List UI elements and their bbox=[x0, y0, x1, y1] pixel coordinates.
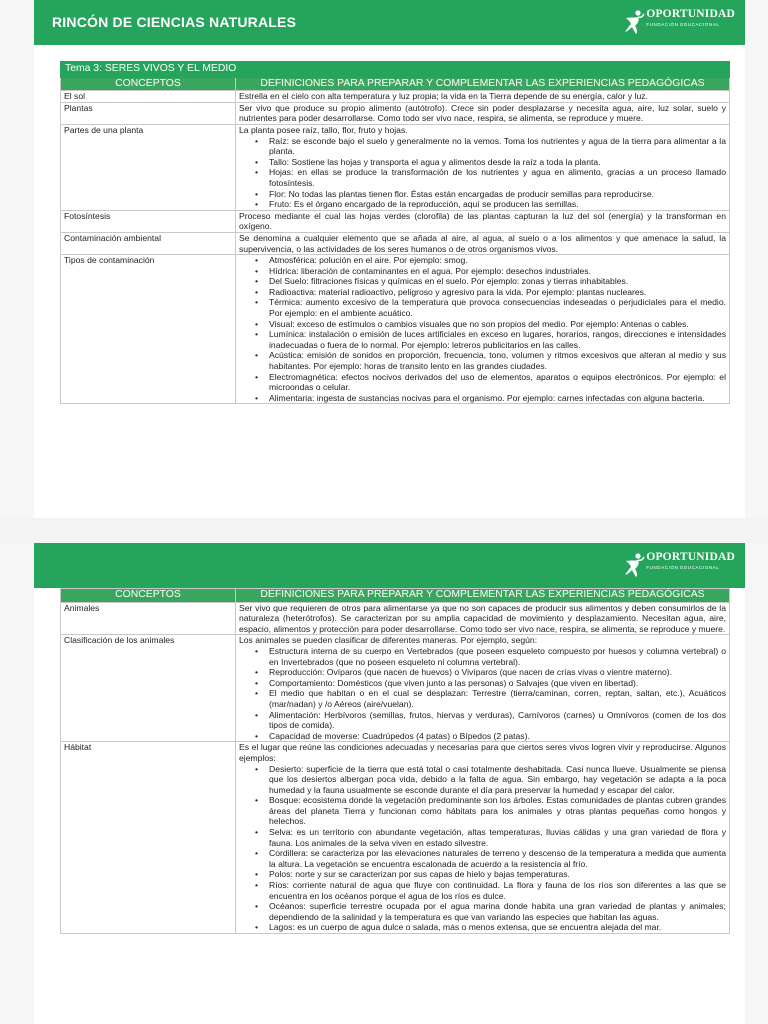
list-item: • El medio que habitan o en el cual se desplazan: Terrestre (tierra/caminan, corren, reptan, saltan, etc.), Acuáticos (mar/nadan) y /o Aéreos (aire/vuelan). bbox=[239, 688, 726, 709]
list-item: • Cordillera: se caracteriza por las elevaciones naturales de terreno y descenso de la temperatura a medida que aumenta la altura. La vegetación se encuentra escalonada de acuerdo a la resistencia al frío. bbox=[239, 848, 726, 869]
definition-cell bbox=[236, 232, 730, 254]
list-item: • Hídrica: liberación de contaminantes en el agua. Por ejemplo: desechos industriales. bbox=[239, 266, 726, 277]
list-item: • Alimentaria: ingesta de sustancias nocivas para el organismo. Por ejemplo: carnes infectadas con alguna bacteria. bbox=[239, 393, 726, 404]
definition-text: Estrella en el cielo con alta temperatura y luz propia; la vida en la Tierra depende de su energía, calor y luz. bbox=[239, 91, 648, 102]
definition-list bbox=[239, 764, 726, 934]
list-item: • Atmosférica: polución en el aire. Por ejemplo: smog. bbox=[239, 255, 726, 266]
brand-logo bbox=[623, 552, 735, 578]
list-item: • Alimentación: Herbívoros (semillas, frutos, hiervas y verduras), Carnívoros (carnes) u Omnívoros (comen de los dos tipos de comida). bbox=[239, 710, 726, 731]
list-item: • Acústica: emisión de sonidos en proporción, frecuencia, tono, volumen y ritmos excesivos que alteran al medio y sus habitantes. Por ejemplo: horas de transito lento en las grandes ciudades. bbox=[239, 350, 726, 371]
definition-text: Ser vivo que requieren de otros para alimentarse ya que no son capaces de producir sus alimentos y deben consumirlos de la naturaleza (heterótrofos). Se caracterizan por su amplia capacidad de movimiento y desplazamiento. Necesitan agua, aire, espacio, alimentos y protección para poder desarrollarse. Como todo ser vivo nace, respira, se alimenta, se reproduce y muere. bbox=[239, 602, 726, 634]
column-header-definitions: DEFINICIONES PARA PREPARAR Y COMPLEMENTAR LAS EXPERIENCIAS PEDAGÓGICAS bbox=[236, 77, 730, 91]
concept-cell: Contaminación ambiental bbox=[61, 232, 236, 254]
list-item: • Comportamiento: Domésticos (que viven junto a las personas) o Salvajes (que viven en libertad). bbox=[239, 678, 726, 689]
list-item: • Radioactiva: material radioactivo, peligroso y agresivo para la vida. Por ejemplo: plantas nucleares. bbox=[239, 287, 726, 298]
definition-cell bbox=[236, 742, 730, 934]
concept-cell: Tipos de contaminación bbox=[61, 255, 236, 404]
document-page-2 bbox=[34, 543, 745, 1024]
concepts-table-wrapper bbox=[60, 588, 730, 934]
concepts-table bbox=[60, 61, 730, 404]
definition-text: La planta posee raíz, tallo, flor, fruto y hojas. bbox=[239, 124, 408, 135]
concept-cell: Clasificación de los animales bbox=[61, 635, 236, 742]
list-item: • Lagos: es un cuerpo de agua dulce o salada, más o menos extensa, que se encuentra alejada del mar. bbox=[239, 922, 726, 933]
definition-text: Los animales se pueden clasificar de diferentes maneras. Por ejemplo, según: bbox=[239, 635, 538, 646]
list-item: • Hojas: en ellas se produce la transformación de los nutrientes y agua en alimento, gracias a un proceso llamado fotosíntesis. bbox=[239, 167, 726, 188]
table-header-row bbox=[61, 77, 730, 91]
table-row bbox=[61, 255, 730, 404]
page-margin-left bbox=[0, 0, 34, 1024]
column-header-concepts: CONCEPTOS bbox=[61, 77, 236, 91]
list-item: • Electromagnética: efectos nocivos derivados del uso de elementos, aparatos o equipos electrónicos. Por ejemplo: el microondas o celular. bbox=[239, 372, 726, 393]
concept-cell: Fotosíntesis bbox=[61, 210, 236, 232]
list-item: • Océanos: superficie terrestre ocupada por el agua marina donde habita una gran variedad de plantas y animales; dependiendo de la salinidad y la temperatura es que van variando las especies que habitan las aguas. bbox=[239, 901, 726, 922]
logo-subtitle: FUNDACIÓN EDUCACIONAL bbox=[646, 564, 720, 570]
list-item: • Raíz: se esconde bajo el suelo y generalmente no la vemos. Toma los nutrientes y agua de la tierra para alimentar a la planta. bbox=[239, 136, 726, 157]
definition-text: Proceso mediante el cual las hojas verdes (clorofila) de las plantas capturan la luz del sol (energía) y la transforman en oxígeno. bbox=[239, 210, 726, 232]
definition-cell bbox=[236, 255, 730, 404]
definition-text: Es el lugar que reúne las condiciones adecuadas y necesarias para que ciertos seres vivos logren vivir y reproducirse. Algunos ejemplos: bbox=[239, 742, 726, 763]
page-margin-right bbox=[745, 0, 768, 1024]
list-item: • Fruto: Es el órgano encargado de la reproducción, aquí se producen las semillas. bbox=[239, 199, 726, 210]
list-item: • Estructura interna de su cuerpo en Vertebrados (que poseen esqueleto compuesto por huesos y columna vertebral) o en Invertebrados (que no poseen esqueleto ni columna vertebral). bbox=[239, 646, 726, 667]
column-header-definitions: DEFINICIONES PARA PREPARAR Y COMPLEMENTAR LAS EXPERIENCIAS PEDAGÓGICAS bbox=[236, 589, 730, 603]
column-header-concepts: CONCEPTOS bbox=[61, 589, 236, 603]
concepts-table bbox=[60, 588, 730, 934]
definition-cell bbox=[236, 124, 730, 210]
page-separator bbox=[0, 518, 768, 543]
table-row bbox=[61, 91, 730, 103]
definition-list bbox=[239, 136, 726, 210]
concept-cell: Hábitat bbox=[61, 742, 236, 934]
concept-cell: Plantas bbox=[61, 102, 236, 124]
logo-name: OPORTUNIDAD bbox=[646, 551, 735, 563]
theme-title: Tema 3: SERES VIVOS Y EL MEDIO bbox=[61, 62, 730, 78]
document-page-1 bbox=[34, 0, 745, 518]
table-row bbox=[61, 232, 730, 254]
table-row bbox=[61, 210, 730, 232]
definition-list bbox=[239, 646, 726, 741]
concept-cell: Partes de una planta bbox=[61, 124, 236, 210]
leaping-figure-icon bbox=[623, 9, 645, 35]
definition-cell bbox=[236, 635, 730, 742]
list-item: • Desierto: superficie de la tierra que está total o casi totalmente deshabitada. Casi nunca llueve. Usualmente se piensa que los desiertos albergan poca vida, debido a la falta de agua. Sin embargo, hay vegetación se adapta a la poca humedad y la fauna usualmente se esconde durante el día para preservar la humedad y escapar del calor. bbox=[239, 764, 726, 796]
list-item: • Lumínica: instalación o emisión de luces artificiales en exceso en lugares, horarios, rangos, direcciones e intensidades inadecuadas o fuera de lo normal. Por ejemplo: letreros publicitarios en las calles. bbox=[239, 329, 726, 350]
list-item: • Reproducción: Ovíparos (que nacen de huevos) o Vivíparos (que nacen de crías vivas o vientre materno). bbox=[239, 667, 726, 678]
brand-logo bbox=[623, 9, 735, 35]
concept-cell: Animales bbox=[61, 602, 236, 635]
page-banner bbox=[34, 0, 745, 45]
list-item: • Visual: exceso de estímulos o cambios visuales que no son propios del medio. Por ejemplo: Antenas o cables. bbox=[239, 319, 726, 330]
concepts-table-wrapper bbox=[60, 61, 730, 404]
list-item: • Térmica: aumento excesivo de la temperatura que provoca consecuencias indeseadas o perjudiciales para el medio. Por ejemplo: en el ambiente acuático. bbox=[239, 297, 726, 318]
logo-name: OPORTUNIDAD bbox=[646, 8, 735, 20]
definition-cell bbox=[236, 210, 730, 232]
definition-cell bbox=[236, 102, 730, 124]
definition-list bbox=[239, 255, 726, 403]
page-banner bbox=[34, 543, 745, 588]
table-row bbox=[61, 742, 730, 934]
list-item: • Ríos: corriente natural de agua que fluye con continuidad. La flora y fauna de los ríos son diferentes a las que se encuentra en los océanos porque el agua de los ríos es dulce. bbox=[239, 880, 726, 901]
list-item: • Tallo: Sostiene las hojas y transporta el agua y alimentos desde la raíz a toda la planta. bbox=[239, 157, 726, 168]
list-item: • Polos: norte y sur se caracterizan por sus capas de hielo y bajas temperaturas. bbox=[239, 869, 726, 880]
definition-text: Se denomina a cualquier elemento que se añada al aire, al agua, al suelo o a los alimentos y que amenace la salud, la supervivencia, o las actividades de los seres humanos o de otros organismos vivos. bbox=[239, 232, 726, 254]
list-item: • Del Suelo: filtraciones físicas y químicas en el suelo. Por ejemplo: zonas y tierras inhabitables. bbox=[239, 276, 726, 287]
list-item: • Flor: No todas las plantas tienen flor. Éstas están encargadas de producir semillas para reproducirse. bbox=[239, 189, 726, 200]
list-item: • Selva: es un territorio con abundante vegetación, altas temperaturas, lluvias cálidas y una gran variedad de flora y fauna. Los animales de la selva viven en estado silvestre. bbox=[239, 827, 726, 848]
page-title: RINCÓN DE CIENCIAS NATURALES bbox=[52, 14, 297, 30]
leaping-figure-icon bbox=[623, 552, 645, 578]
table-row bbox=[61, 124, 730, 210]
logo-subtitle: FUNDACIÓN EDUCACIONAL bbox=[646, 21, 720, 27]
table-row bbox=[61, 102, 730, 124]
definition-cell bbox=[236, 602, 730, 635]
table-row bbox=[61, 602, 730, 635]
list-item: • Capacidad de moverse: Cuadrúpedos (4 patas) o Bípedos (2 patas). bbox=[239, 731, 726, 742]
list-item: • Bosque: ecosistema donde la vegetación predominante son los árboles. Estas comunidades de plantas cubren grandes áreas del planeta Tierra y funcionan como hábitats para los animales y otras plantas pequeñas como hongos y helechos. bbox=[239, 795, 726, 827]
theme-row bbox=[61, 62, 730, 78]
table-row bbox=[61, 635, 730, 742]
definition-cell bbox=[236, 91, 730, 103]
table-header-row bbox=[61, 589, 730, 603]
definition-text: Ser vivo que produce su propio alimento (autótrofo). Crece sin poder desplazarse y necesita agua, aire, luz solar, suelo y nutrientes para poder desarrollarse. Como todo ser vivo nace, respira, se alimenta, se reproduce y muere. bbox=[239, 102, 726, 124]
concept-cell: El sol bbox=[61, 91, 236, 103]
